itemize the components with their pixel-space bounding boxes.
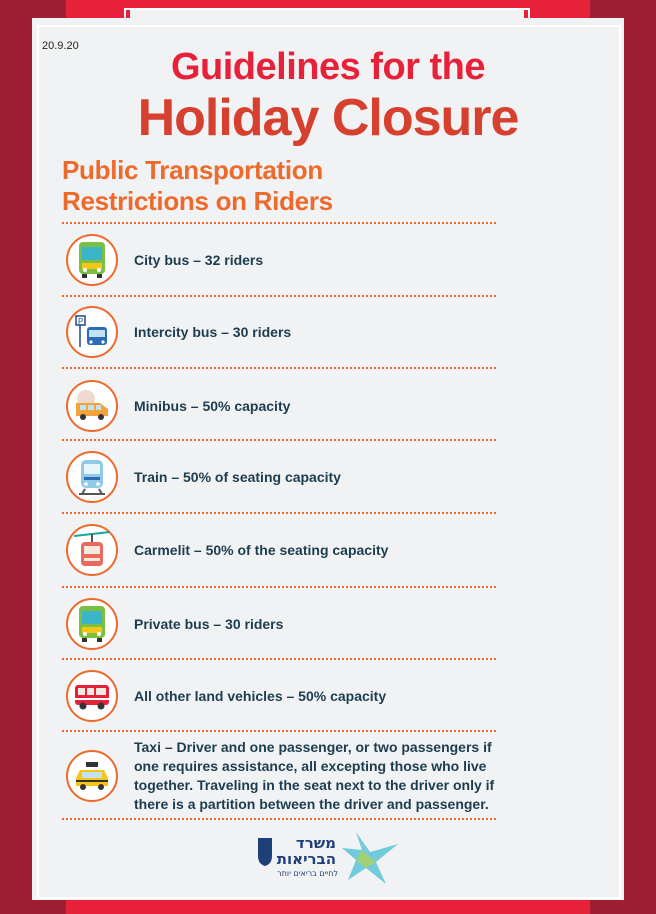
divider (62, 512, 496, 514)
divider (62, 367, 496, 369)
item-text: Private bus – 30 riders (134, 615, 284, 632)
subtitle-line-1: Public Transportation (62, 155, 323, 185)
item-text: All other land vehicles – 50% capacity (134, 687, 387, 704)
list-item-intercity-bus (66, 306, 500, 358)
divider (62, 439, 496, 441)
list-item-train (66, 451, 500, 503)
title-line-1: Guidelines for the (170, 46, 486, 88)
list-item-private-bus (66, 598, 500, 650)
item-text: Minibus – 50% capacity (134, 397, 291, 414)
svg-text:P: P (78, 317, 84, 326)
divider (62, 730, 496, 732)
divider (62, 658, 496, 660)
land-vehicle-icon (66, 670, 118, 722)
date-label: 20.9.20 (42, 40, 79, 52)
logo-text-line-2: הבריאות (276, 850, 336, 868)
list-item-carmelit (66, 524, 500, 576)
logo-text-line-1: משרד (295, 834, 336, 852)
list-item-land-vehicles (66, 670, 500, 722)
subtitle-line-2: Restrictions on Riders (62, 186, 333, 216)
ministry-of-health-logo (258, 830, 408, 886)
city-bus-icon (66, 234, 118, 286)
train-icon (66, 451, 118, 503)
item-text: City bus – 32 riders (134, 251, 264, 268)
divider (62, 295, 496, 297)
poster-card-notch (130, 10, 524, 22)
divider (62, 818, 496, 820)
list-item-city-bus (66, 234, 500, 286)
item-text: Taxi – Driver and one passenger, or two passengers if one requires assistance, all excepting those who live together. Traveling in the seat next to the driver only if there is a partition between the driver and passenger. (134, 739, 495, 812)
taxi-icon (66, 750, 118, 802)
item-text: Intercity bus – 30 riders (134, 323, 292, 340)
title-line-2: Holiday Closure (137, 89, 519, 147)
intercity-bus-icon (66, 306, 118, 358)
divider (62, 222, 496, 224)
divider (62, 586, 496, 588)
logo-tagline: לחיים בריאים יותר (277, 869, 338, 878)
item-text: Carmelit – 50% of the seating capacity (134, 541, 389, 558)
list-item-taxi (66, 738, 500, 814)
private-bus-icon (66, 598, 118, 650)
subtitle (62, 155, 333, 217)
item-text: Train – 50% of seating capacity (134, 468, 341, 485)
minibus-icon (66, 380, 118, 432)
list-item-minibus (66, 380, 500, 432)
cable-car-icon (66, 524, 118, 576)
